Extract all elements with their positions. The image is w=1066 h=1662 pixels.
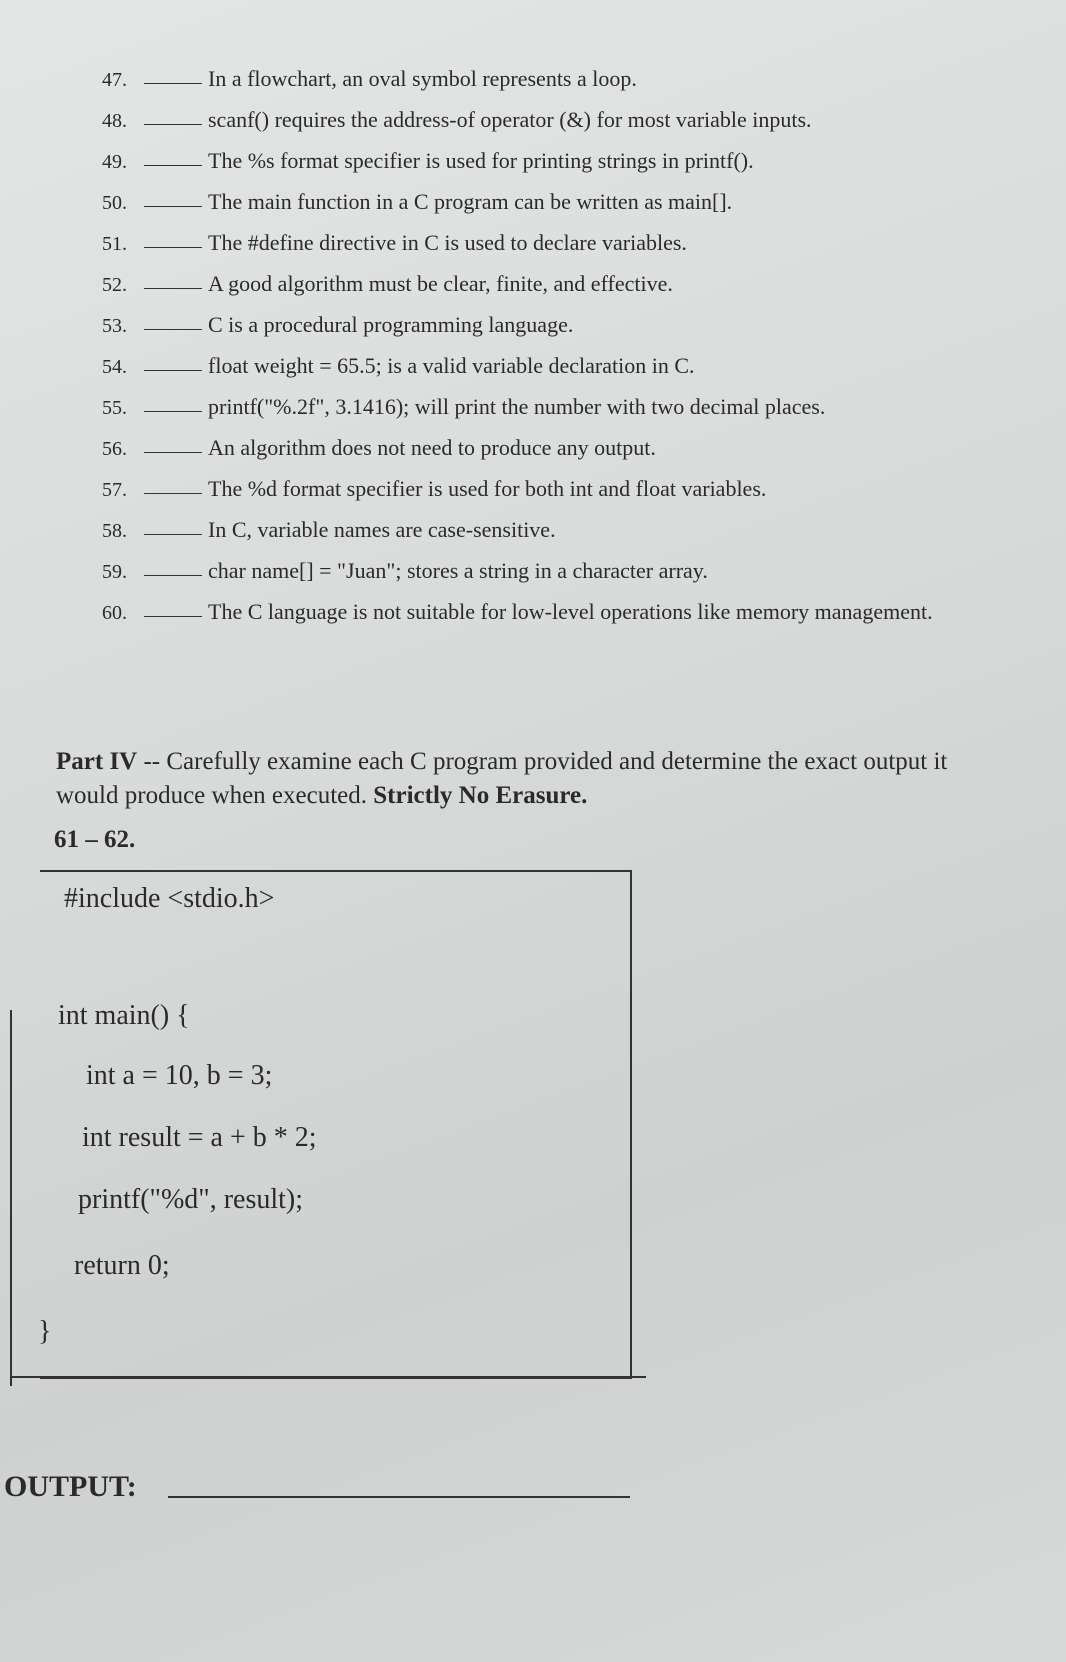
question-number: 52. xyxy=(102,274,127,296)
question-number: 47. xyxy=(102,69,127,91)
question-text: printf("%.2f", 3.1416); will print the number with two decimal places. xyxy=(208,394,826,419)
answer-blank[interactable] xyxy=(144,328,202,330)
question-60 xyxy=(102,599,1052,640)
question-text: The C language is not suitable for low-level operations like memory management. xyxy=(208,599,933,624)
code-box-left-border xyxy=(10,1010,12,1386)
answer-blank[interactable] xyxy=(144,615,202,617)
question-50 xyxy=(102,189,1052,230)
question-58 xyxy=(102,517,1052,558)
answer-blank[interactable] xyxy=(144,369,202,371)
question-text: C is a procedural programming language. xyxy=(208,312,574,337)
question-56 xyxy=(102,435,1052,476)
answer-blank[interactable] xyxy=(144,123,202,125)
part-instructions: -- Carefully examine each C program provided and determine the exact output it would produce when executed. xyxy=(56,748,948,809)
question-text: float weight = 65.5; is a valid variable declaration in C. xyxy=(208,353,695,378)
question-55 xyxy=(102,394,1052,435)
answer-blank[interactable] xyxy=(144,533,202,535)
question-text: An algorithm does not need to produce any output. xyxy=(208,435,656,460)
code-return: return 0; xyxy=(74,1250,170,1281)
code-box-bottom-border xyxy=(10,1376,646,1378)
question-number: 48. xyxy=(102,110,127,132)
question-number: 54. xyxy=(102,356,127,378)
answer-blank[interactable] xyxy=(144,451,202,453)
question-number: 60. xyxy=(102,602,127,624)
question-53 xyxy=(102,312,1052,353)
question-text: In a flowchart, an oval symbol represents a loop. xyxy=(208,66,637,91)
question-number: 49. xyxy=(102,151,127,173)
question-text: The %s format specifier is used for printing strings in printf(). xyxy=(208,148,754,173)
question-number: 58. xyxy=(102,520,127,542)
question-number: 56. xyxy=(102,438,127,460)
question-number: 59. xyxy=(102,561,127,583)
code-main: int main() { xyxy=(58,1000,190,1031)
code-result: int result = a + b * 2; xyxy=(82,1122,317,1153)
question-59 xyxy=(102,558,1052,599)
question-text: The %d format specifier is used for both int and float variables. xyxy=(208,476,767,501)
answer-blank[interactable] xyxy=(144,205,202,207)
answer-blank[interactable] xyxy=(144,82,202,84)
question-text: scanf() requires the address-of operator (&) for most variable inputs. xyxy=(208,107,812,132)
code-close-brace: } xyxy=(38,1316,52,1347)
question-47 xyxy=(102,66,1052,107)
code-include: #include <stdio.h> xyxy=(64,883,275,914)
question-57 xyxy=(102,476,1052,517)
answer-blank[interactable] xyxy=(144,246,202,248)
question-text: A good algorithm must be clear, finite, and effective. xyxy=(208,271,673,296)
question-49 xyxy=(102,148,1052,189)
question-number: 50. xyxy=(102,192,127,214)
question-text: char name[] = "Juan"; stores a string in a character array. xyxy=(208,558,708,583)
question-52 xyxy=(102,271,1052,312)
question-number: 51. xyxy=(102,233,127,255)
part-emphasis: Strictly No Erasure. xyxy=(373,782,588,809)
item-range: 61 – 62. xyxy=(54,826,136,853)
answer-blank[interactable] xyxy=(144,492,202,494)
question-text: The #define directive in C is used to declare variables. xyxy=(208,230,687,255)
question-51 xyxy=(102,230,1052,271)
code-decl: int a = 10, b = 3; xyxy=(86,1060,273,1091)
question-number: 55. xyxy=(102,397,127,419)
question-number: 53. xyxy=(102,315,127,337)
part-label: Part IV xyxy=(56,748,138,775)
question-48 xyxy=(102,107,1052,148)
question-text: The main function in a C program can be written as main[]. xyxy=(208,189,733,214)
question-number: 57. xyxy=(102,479,127,501)
question-54 xyxy=(102,353,1052,394)
answer-blank[interactable] xyxy=(144,164,202,166)
output-label: OUTPUT: xyxy=(4,1470,137,1503)
answer-blank[interactable] xyxy=(144,574,202,576)
code-printf: printf("%d", result); xyxy=(78,1184,304,1215)
answer-blank[interactable] xyxy=(144,287,202,289)
true-false-list xyxy=(102,66,1052,640)
output-answer-line[interactable] xyxy=(168,1496,630,1498)
answer-blank[interactable] xyxy=(144,410,202,412)
question-text: In C, variable names are case-sensitive. xyxy=(208,517,556,542)
part-iv-instructions xyxy=(56,745,1016,813)
